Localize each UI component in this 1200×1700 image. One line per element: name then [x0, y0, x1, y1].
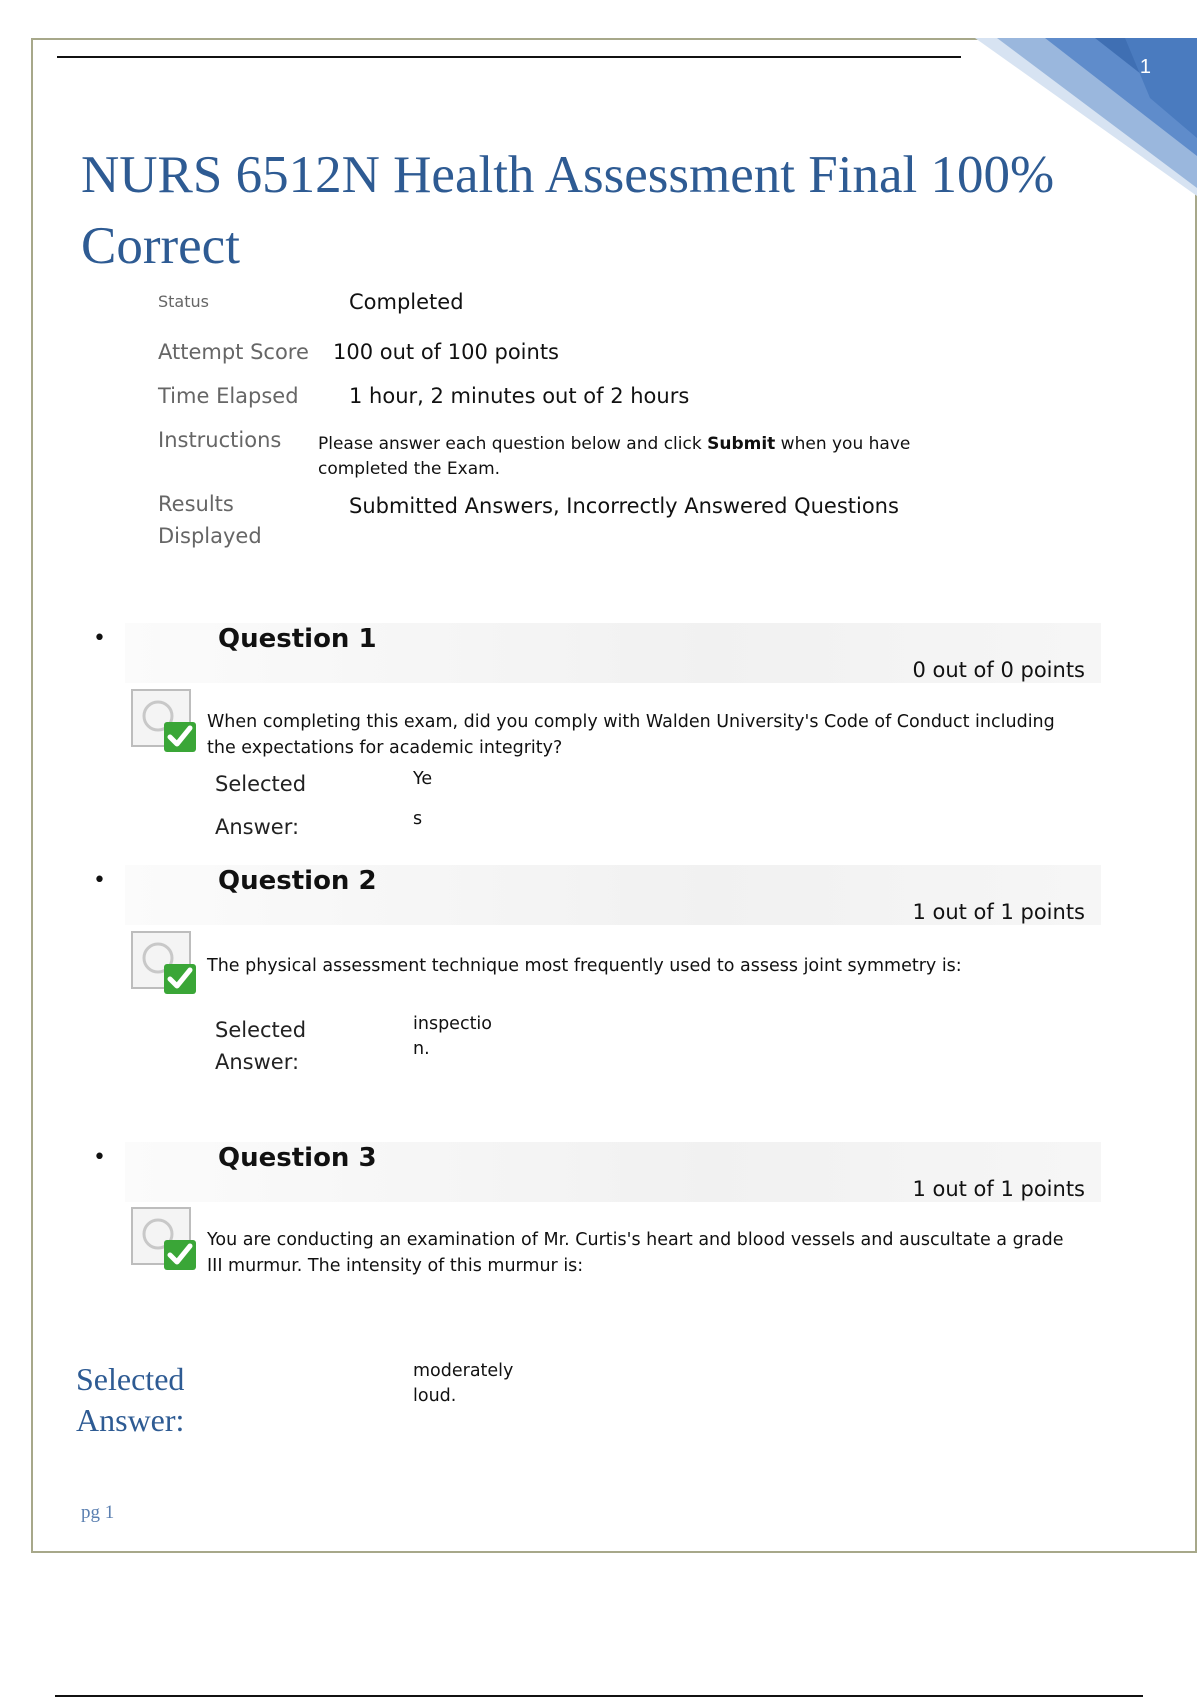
question-points: 0 out of 0 points — [912, 658, 1085, 682]
list-bullet: • — [93, 1145, 106, 1170]
instructions-label: Instructions — [158, 428, 282, 452]
score-label: Attempt Score — [158, 340, 309, 364]
selected-answer: inspectio n. — [413, 1014, 492, 1059]
header-rule — [57, 56, 961, 58]
question-title: Question 3 — [218, 1143, 377, 1173]
results-value: Submitted Answers, Incorrectly Answered Questions — [349, 494, 899, 518]
selected-answer: moderately loud. — [413, 1361, 514, 1406]
selected-answer-label: Selected Answer: — [76, 1361, 185, 1438]
question-text: When completing this exam, did you comply with Walden University's Code of Conduct including the expectations for academic integrity? — [207, 712, 1055, 758]
time-value: 1 hour, 2 minutes out of 2 hours — [349, 384, 690, 408]
selected-answer: Ye — [413, 769, 433, 789]
instructions-post: when you have completed the Exam. — [318, 434, 911, 479]
list-bullet: • — [93, 868, 106, 893]
page-footer: pg 1 — [81, 1502, 115, 1523]
question-points: 1 out of 1 points — [912, 900, 1085, 924]
page-number: 1 — [1139, 56, 1151, 78]
selected-answer-wrap: s — [413, 809, 423, 829]
question-title: Question 2 — [218, 866, 377, 896]
question-text: You are conducting an examination of Mr. Curtis's heart and blood vessels and auscultate a grade III murmur. The intensity of this murmur is: — [207, 1230, 1064, 1276]
status-value: Completed — [349, 290, 464, 314]
instructions-pre: Please answer each question below and click — [318, 434, 708, 454]
score-value: 100 out of 100 points — [333, 340, 559, 364]
answer-label: Answer: — [215, 815, 300, 839]
footer-rule — [55, 1695, 1143, 1697]
question-text: The physical assessment technique most frequently used to assess joint symmetry is: — [207, 956, 962, 976]
list-bullet: • — [93, 626, 106, 651]
status-label: Status — [158, 292, 209, 311]
question-title: Question 1 — [218, 624, 377, 654]
instructions-submit: Submit — [707, 434, 776, 454]
instructions-text — [318, 432, 998, 482]
check-icon — [130, 688, 198, 754]
time-label: Time Elapsed — [158, 384, 299, 408]
check-icon — [130, 1206, 198, 1272]
question-points: 1 out of 1 points — [912, 1177, 1085, 1201]
selected-label: Selected — [215, 772, 307, 796]
document-title: NURS 6512N Health Assessment Final 100% Correct — [81, 146, 1055, 275]
results-label: Results Displayed — [158, 492, 262, 548]
check-icon — [130, 930, 198, 996]
document-page — [31, 38, 1197, 1553]
selected-answer-label: Selected Answer: — [215, 1018, 307, 1074]
